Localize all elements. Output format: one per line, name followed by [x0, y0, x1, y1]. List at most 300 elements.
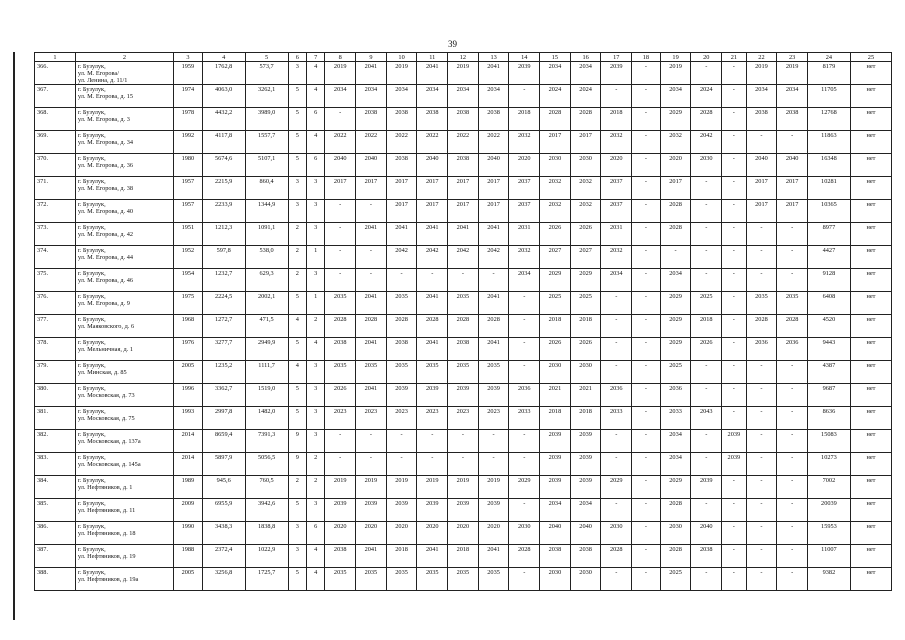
- value-cell: 2022: [478, 131, 509, 154]
- value-cell: 2039: [386, 384, 417, 407]
- value-cell: 2025: [691, 292, 722, 315]
- value-cell: 3: [288, 545, 306, 568]
- value-cell: 2372,4: [202, 545, 245, 568]
- address-cell: [75, 223, 173, 246]
- value-cell: нет: [850, 223, 891, 246]
- value-cell: 2020: [448, 522, 479, 545]
- value-cell: 3362,7: [202, 384, 245, 407]
- value-cell: нет: [850, 499, 891, 522]
- value-cell: нет: [850, 453, 891, 476]
- value-cell: 2022: [448, 131, 479, 154]
- value-cell: 2017: [325, 177, 356, 200]
- value-cell: -: [722, 154, 747, 177]
- value-cell: -: [722, 361, 747, 384]
- value-cell: -: [509, 85, 540, 108]
- value-cell: 2035: [325, 361, 356, 384]
- value-cell: 2019: [356, 476, 387, 499]
- value-cell: 2019: [448, 62, 479, 85]
- value-cell: -: [746, 476, 777, 499]
- value-cell: 1989: [174, 476, 203, 499]
- value-cell: 1: [306, 246, 324, 269]
- value-cell: 3: [306, 407, 324, 430]
- value-cell: 5: [288, 85, 306, 108]
- value-cell: 11863: [807, 131, 850, 154]
- value-cell: 8659,4: [202, 430, 245, 453]
- value-cell: 2: [288, 223, 306, 246]
- value-cell: 2039: [691, 476, 722, 499]
- value-cell: 2039: [601, 62, 632, 85]
- value-cell: 2034: [777, 85, 808, 108]
- column-number: 6: [288, 53, 306, 62]
- value-cell: 3: [306, 200, 324, 223]
- value-cell: 2042: [448, 246, 479, 269]
- value-cell: 2019: [417, 476, 448, 499]
- value-cell: 2041: [448, 223, 479, 246]
- address-cell: [75, 453, 173, 476]
- value-cell: 2028: [660, 499, 691, 522]
- value-cell: 2038: [448, 154, 479, 177]
- value-cell: -: [632, 223, 661, 246]
- value-cell: -: [691, 269, 722, 292]
- value-cell: 2033: [509, 407, 540, 430]
- value-cell: -: [777, 545, 808, 568]
- address-line: ул. М. Егорова, д. 15: [77, 93, 134, 100]
- value-cell: 2019: [325, 476, 356, 499]
- value-cell: 2032: [540, 200, 571, 223]
- column-number: 11: [417, 53, 448, 62]
- value-cell: 4: [306, 131, 324, 154]
- address-line: г. Бузулук,: [77, 385, 106, 392]
- value-cell: 2017: [777, 177, 808, 200]
- value-cell: 2022: [356, 131, 387, 154]
- value-cell: 2039: [540, 430, 571, 453]
- address-line: г. Бузулук,: [77, 201, 106, 208]
- housing-register-table: [34, 52, 892, 591]
- column-number: 17: [601, 53, 632, 62]
- value-cell: нет: [850, 246, 891, 269]
- address-line: ул. М. Егорова, д. 42: [77, 231, 134, 238]
- address-line: г. Бузулук,: [77, 523, 106, 530]
- value-cell: 2038: [386, 338, 417, 361]
- table-header: [35, 53, 892, 62]
- value-cell: 1111,7: [245, 361, 288, 384]
- value-cell: 2029: [601, 476, 632, 499]
- address-line: г. Бузулук,: [77, 109, 106, 116]
- row-number-cell: 385.: [35, 499, 76, 522]
- value-cell: 538,0: [245, 246, 288, 269]
- value-cell: 2032: [570, 177, 601, 200]
- value-cell: 2014: [174, 453, 203, 476]
- row-number-cell: 387.: [35, 545, 76, 568]
- table-row: [35, 545, 892, 568]
- value-cell: 2038: [570, 545, 601, 568]
- value-cell: 2036: [746, 338, 777, 361]
- value-cell: 2035: [386, 568, 417, 591]
- value-cell: -: [722, 177, 747, 200]
- value-cell: 1993: [174, 407, 203, 430]
- value-cell: 2040: [478, 154, 509, 177]
- table-row: [35, 108, 892, 131]
- value-cell: 2041: [478, 223, 509, 246]
- value-cell: 2021: [540, 384, 571, 407]
- value-cell: 2040: [540, 522, 571, 545]
- value-cell: 2017: [777, 200, 808, 223]
- value-cell: 2038: [691, 545, 722, 568]
- value-cell: 2022: [325, 131, 356, 154]
- value-cell: 2039: [570, 453, 601, 476]
- value-cell: 2041: [356, 292, 387, 315]
- value-cell: 2022: [386, 131, 417, 154]
- column-number: 20: [691, 53, 722, 62]
- value-cell: 2029: [509, 476, 540, 499]
- value-cell: 760,5: [245, 476, 288, 499]
- value-cell: 2028: [570, 108, 601, 131]
- value-cell: 5: [288, 407, 306, 430]
- address-line: ул. Ленина, д. 11/1: [77, 77, 128, 84]
- value-cell: 2034: [540, 62, 571, 85]
- address-line: ул. М. Егорова, д. 34: [77, 139, 134, 146]
- value-cell: нет: [850, 108, 891, 131]
- value-cell: 2020: [478, 522, 509, 545]
- value-cell: 2035: [448, 292, 479, 315]
- address-line: г. Бузулук,: [77, 431, 106, 438]
- address-cell: [75, 338, 173, 361]
- value-cell: -: [417, 430, 448, 453]
- value-cell: 2026: [570, 338, 601, 361]
- row-number-cell: 380.: [35, 384, 76, 407]
- address-line: г. Бузулук,: [77, 247, 106, 254]
- value-cell: 1988: [174, 545, 203, 568]
- value-cell: 1838,8: [245, 522, 288, 545]
- value-cell: 2034: [660, 85, 691, 108]
- address-cell: [75, 108, 173, 131]
- address-line: г. Бузулук,: [77, 224, 106, 231]
- value-cell: 10281: [807, 177, 850, 200]
- value-cell: -: [777, 453, 808, 476]
- value-cell: 2026: [570, 223, 601, 246]
- value-cell: 2215,9: [202, 177, 245, 200]
- value-cell: 2005: [174, 568, 203, 591]
- value-cell: 2017: [356, 177, 387, 200]
- address-cell: [75, 522, 173, 545]
- value-cell: -: [601, 568, 632, 591]
- value-cell: 2005: [174, 361, 203, 384]
- value-cell: 4: [288, 315, 306, 338]
- value-cell: нет: [850, 384, 891, 407]
- value-cell: 2035: [325, 292, 356, 315]
- value-cell: 2041: [356, 223, 387, 246]
- value-cell: 2032: [601, 131, 632, 154]
- value-cell: -: [722, 85, 747, 108]
- value-cell: 3: [306, 361, 324, 384]
- value-cell: 2: [288, 269, 306, 292]
- value-cell: 2019: [660, 62, 691, 85]
- value-cell: 2233,9: [202, 200, 245, 223]
- value-cell: -: [777, 223, 808, 246]
- table-row: [35, 246, 892, 269]
- value-cell: 2040: [777, 154, 808, 177]
- value-cell: 2032: [601, 246, 632, 269]
- value-cell: 3438,3: [202, 522, 245, 545]
- value-cell: -: [356, 246, 387, 269]
- value-cell: нет: [850, 200, 891, 223]
- value-cell: 2036: [660, 384, 691, 407]
- value-cell: 2041: [386, 223, 417, 246]
- value-cell: 1344,9: [245, 200, 288, 223]
- value-cell: 2017: [746, 200, 777, 223]
- value-cell: -: [509, 499, 540, 522]
- column-number: 7: [306, 53, 324, 62]
- value-cell: -: [386, 453, 417, 476]
- value-cell: 4: [306, 85, 324, 108]
- value-cell: -: [632, 131, 661, 154]
- table-row: [35, 200, 892, 223]
- value-cell: 2038: [356, 108, 387, 131]
- value-cell: -: [325, 269, 356, 292]
- value-cell: 2040: [691, 522, 722, 545]
- value-cell: 2002,1: [245, 292, 288, 315]
- value-cell: 2041: [417, 292, 448, 315]
- address-line: ул. Нефтяников, д. 19а: [77, 576, 139, 583]
- value-cell: -: [632, 269, 661, 292]
- value-cell: 2039: [570, 430, 601, 453]
- value-cell: 7391,3: [245, 430, 288, 453]
- value-cell: 2034: [660, 453, 691, 476]
- value-cell: 2038: [386, 108, 417, 131]
- value-cell: -: [325, 453, 356, 476]
- value-cell: -: [448, 269, 479, 292]
- value-cell: -: [722, 407, 747, 430]
- value-cell: 1762,8: [202, 62, 245, 85]
- value-cell: 1957: [174, 200, 203, 223]
- row-number-cell: 369.: [35, 131, 76, 154]
- value-cell: 2041: [417, 62, 448, 85]
- value-cell: -: [746, 361, 777, 384]
- value-cell: 2030: [540, 154, 571, 177]
- value-cell: 5: [288, 154, 306, 177]
- value-cell: 10365: [807, 200, 850, 223]
- value-cell: 1482,0: [245, 407, 288, 430]
- value-cell: 471,5: [245, 315, 288, 338]
- value-cell: 2040: [356, 154, 387, 177]
- value-cell: нет: [850, 62, 891, 85]
- value-cell: 2024: [540, 85, 571, 108]
- value-cell: 2036: [509, 384, 540, 407]
- value-cell: 860,4: [245, 177, 288, 200]
- table-body: [35, 62, 892, 591]
- value-cell: 2041: [478, 292, 509, 315]
- value-cell: 2040: [325, 154, 356, 177]
- address-line: ул. М. Егорова, д. 9: [77, 300, 130, 307]
- value-cell: 2025: [660, 568, 691, 591]
- value-cell: нет: [850, 545, 891, 568]
- value-cell: 2041: [356, 338, 387, 361]
- column-number: 4: [202, 53, 245, 62]
- value-cell: 7002: [807, 476, 850, 499]
- value-cell: 2034: [356, 85, 387, 108]
- value-cell: 2017: [448, 200, 479, 223]
- value-cell: -: [777, 499, 808, 522]
- value-cell: 4: [306, 545, 324, 568]
- address-line: ул. М. Егорова, д. 38: [77, 185, 134, 192]
- value-cell: 2036: [601, 384, 632, 407]
- value-cell: -: [632, 361, 661, 384]
- value-cell: 2028: [540, 108, 571, 131]
- address-line: г. Бузулук,: [77, 408, 106, 415]
- address-cell: [75, 154, 173, 177]
- value-cell: -: [746, 384, 777, 407]
- value-cell: 2035: [746, 292, 777, 315]
- value-cell: 1959: [174, 62, 203, 85]
- value-cell: 3: [306, 223, 324, 246]
- value-cell: -: [722, 292, 747, 315]
- address-line: г. Бузулук,: [77, 339, 106, 346]
- value-cell: 12768: [807, 108, 850, 131]
- value-cell: 1978: [174, 108, 203, 131]
- value-cell: -: [325, 223, 356, 246]
- value-cell: 2034: [386, 85, 417, 108]
- address-line: г. Бузулук,: [77, 86, 106, 93]
- table-row: [35, 407, 892, 430]
- value-cell: 2039: [570, 476, 601, 499]
- value-cell: -: [632, 522, 661, 545]
- value-cell: -: [722, 246, 747, 269]
- value-cell: 6: [306, 522, 324, 545]
- value-cell: 8977: [807, 223, 850, 246]
- value-cell: 2018: [509, 108, 540, 131]
- value-cell: 2029: [660, 108, 691, 131]
- value-cell: -: [632, 476, 661, 499]
- value-cell: 2949,9: [245, 338, 288, 361]
- value-cell: 2019: [386, 62, 417, 85]
- value-cell: 2029: [660, 315, 691, 338]
- value-cell: 2034: [448, 85, 479, 108]
- value-cell: нет: [850, 407, 891, 430]
- value-cell: 2019: [746, 62, 777, 85]
- value-cell: 2032: [540, 177, 571, 200]
- value-cell: 2024: [570, 85, 601, 108]
- value-cell: -: [509, 315, 540, 338]
- value-cell: 2029: [570, 269, 601, 292]
- value-cell: 2033: [601, 407, 632, 430]
- value-cell: -: [777, 430, 808, 453]
- address-line: ул. Московская, д. 145а: [77, 461, 141, 468]
- value-cell: 1725,7: [245, 568, 288, 591]
- address-cell: [75, 292, 173, 315]
- value-cell: 1957: [174, 177, 203, 200]
- value-cell: 6: [306, 108, 324, 131]
- value-cell: 5107,1: [245, 154, 288, 177]
- table-row: [35, 453, 892, 476]
- value-cell: -: [722, 62, 747, 85]
- value-cell: нет: [850, 361, 891, 384]
- value-cell: -: [777, 246, 808, 269]
- value-cell: 9687: [807, 384, 850, 407]
- value-cell: 2025: [660, 361, 691, 384]
- table-row: [35, 315, 892, 338]
- value-cell: -: [601, 315, 632, 338]
- column-number: 1: [35, 53, 76, 62]
- value-cell: 3262,1: [245, 85, 288, 108]
- value-cell: -: [722, 545, 747, 568]
- address-cell: [75, 85, 173, 108]
- value-cell: -: [632, 62, 661, 85]
- address-line: г. Бузулук,: [77, 293, 106, 300]
- value-cell: 2030: [509, 522, 540, 545]
- value-cell: -: [632, 384, 661, 407]
- value-cell: -: [448, 453, 479, 476]
- value-cell: нет: [850, 85, 891, 108]
- value-cell: нет: [850, 430, 891, 453]
- value-cell: 2014: [174, 430, 203, 453]
- value-cell: 2038: [448, 338, 479, 361]
- value-cell: 2034: [601, 269, 632, 292]
- value-cell: 6408: [807, 292, 850, 315]
- value-cell: -: [601, 430, 632, 453]
- value-cell: 3277,7: [202, 338, 245, 361]
- value-cell: 2038: [540, 545, 571, 568]
- value-cell: 5: [288, 384, 306, 407]
- value-cell: 2018: [540, 407, 571, 430]
- value-cell: 2023: [478, 407, 509, 430]
- value-cell: 2017: [386, 177, 417, 200]
- row-number-cell: 375.: [35, 269, 76, 292]
- address-cell: [75, 200, 173, 223]
- value-cell: 2025: [540, 292, 571, 315]
- value-cell: 2041: [478, 338, 509, 361]
- value-cell: 3: [306, 384, 324, 407]
- value-cell: 2019: [325, 62, 356, 85]
- column-number: 5: [245, 53, 288, 62]
- value-cell: -: [722, 568, 747, 591]
- value-cell: -: [356, 200, 387, 223]
- value-cell: 2028: [509, 545, 540, 568]
- value-cell: -: [632, 499, 661, 522]
- value-cell: -: [325, 200, 356, 223]
- value-cell: 2027: [540, 246, 571, 269]
- row-number-cell: 376.: [35, 292, 76, 315]
- value-cell: 629,3: [245, 269, 288, 292]
- value-cell: 1235,2: [202, 361, 245, 384]
- value-cell: 2038: [777, 108, 808, 131]
- value-cell: 2024: [691, 85, 722, 108]
- value-cell: 2021: [570, 384, 601, 407]
- value-cell: -: [691, 453, 722, 476]
- value-cell: 2030: [570, 361, 601, 384]
- value-cell: 2018: [691, 315, 722, 338]
- value-cell: 2: [288, 476, 306, 499]
- value-cell: нет: [850, 338, 891, 361]
- value-cell: 2039: [722, 430, 747, 453]
- value-cell: 2034: [540, 499, 571, 522]
- value-cell: 2041: [478, 545, 509, 568]
- value-cell: 2034: [570, 499, 601, 522]
- value-cell: -: [746, 223, 777, 246]
- value-cell: 1975: [174, 292, 203, 315]
- value-cell: 1968: [174, 315, 203, 338]
- address-line: ул. Минская, д. 85: [77, 369, 127, 376]
- value-cell: 4387: [807, 361, 850, 384]
- value-cell: 2018: [448, 545, 479, 568]
- value-cell: -: [386, 269, 417, 292]
- value-cell: 3989,0: [245, 108, 288, 131]
- value-cell: 5: [288, 338, 306, 361]
- table-row: [35, 430, 892, 453]
- value-cell: -: [691, 430, 722, 453]
- address-line: г. Бузулук,: [77, 362, 106, 369]
- value-cell: 2023: [417, 407, 448, 430]
- column-number: 14: [509, 53, 540, 62]
